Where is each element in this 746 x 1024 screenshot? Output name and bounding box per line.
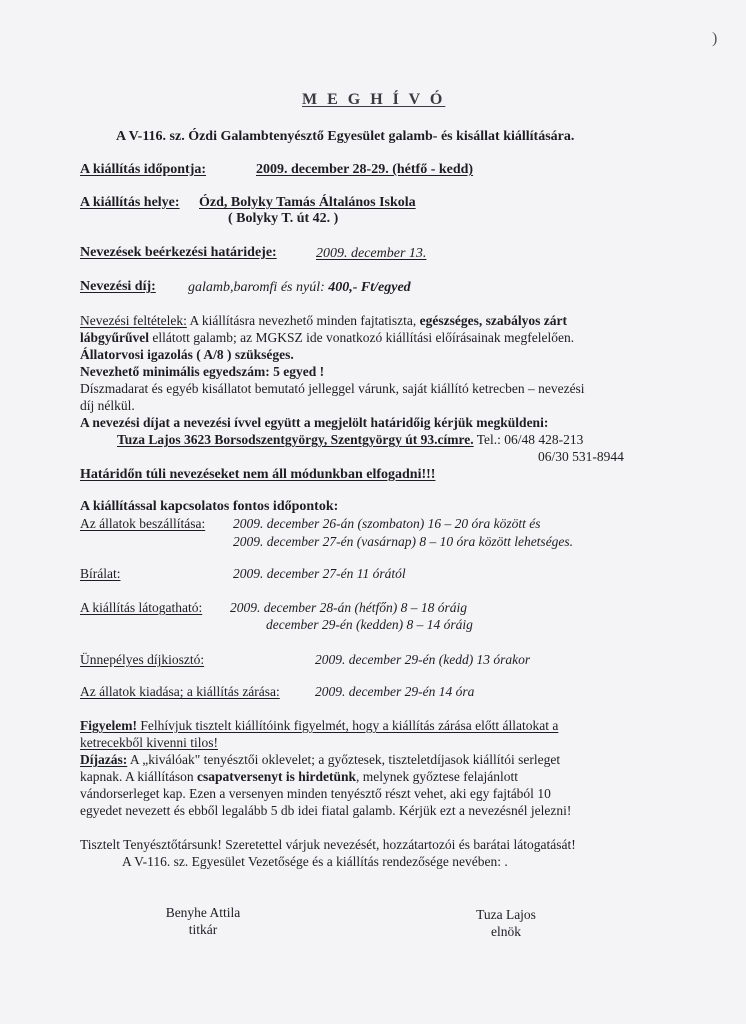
schedule-heading: A kiállítással kapcsolatos fontos időpontok: (80, 499, 339, 514)
conditions-label: Nevezési feltételek: (80, 313, 187, 328)
mailing-address: Tuza Lajos 3623 Borsodszentgyörgy, Szentgyörgy út 93.címre. (117, 432, 474, 447)
page-title: M E G H Í V Ó (302, 91, 446, 108)
conditions-line-1: Nevezési feltételek: A kiállításra nevezhető minden fajtatiszta, egészséges, szabályos zárt (80, 313, 567, 328)
closing-line-2: A V-116. sz. Egyesület Vezetősége és a kiállítás rendezősége nevében: . (122, 854, 508, 869)
fee-line (188, 281, 411, 295)
judging-time: 2009. december 27-én 11 órától (233, 566, 406, 581)
awards-line-1: Díjazás: A „kiválóak" tenyésztői oklevelet; a győztesek, tiszteletdíjasok kiállítói serleget (80, 752, 561, 767)
closing-time: 2009. december 29-én 14 óra (315, 684, 475, 699)
place-label: A kiállítás helye: (80, 195, 180, 210)
fee-label: Nevezési díj: (80, 279, 156, 294)
vet-certificate: Állatorvosi igazolás ( A/8 ) szükséges. (80, 347, 294, 362)
conditions-line-5: Díszmadarat és egyéb kisállatot bemutató jelleggel várunk, saját kiállító ketrecben – nevezési (80, 381, 585, 396)
visit-time-1: 2009. december 28-án (hétfőn) 8 – 18 óráig (230, 600, 467, 615)
fee-instruction: A nevezési díjat a nevezési ívvel együtt a megjelölt határidőig kérjük megküldeni: (80, 415, 549, 430)
subtitle: A V-116. sz. Ózdi Galambtenyésztő Egyesület galamb- és kisállat kiállítására. (116, 129, 575, 144)
place-value: Ózd, Bolyky Tamás Általános Iskola (199, 195, 416, 210)
date-label: A kiállítás időpontja: (80, 162, 207, 177)
signature-secretary-name: Benyhe Attila (165, 905, 241, 920)
fee-text: galamb,baromfi és nyúl: (188, 280, 329, 295)
late-entry-warning: Határidőn túli nevezéseket nem áll módunkban elfogadni!!! (80, 467, 436, 482)
signature-president-name: Tuza Lajos (476, 907, 536, 922)
mailing-address-line (117, 433, 583, 447)
awards-line-4: egyedet nevezett és ebből legalább 5 db idei fiatal galamb. Kérjük ezt a nevezésnél jelezni! (80, 803, 572, 818)
signature-president-role: elnök (491, 924, 521, 939)
attention-label: Figyelem! (80, 718, 137, 733)
signature-secretary-role: titkár (188, 922, 218, 937)
delivery-time-1: 2009. december 26-án (szombaton) 16 – 20 óra között és (233, 516, 541, 531)
closing-line-1: Tisztelt Tenyésztőtársunk! Szeretettel várjuk nevezését, hozzátartozói és barátai látogatását! (80, 837, 576, 852)
visit-label: A kiállítás látogatható: (80, 600, 203, 615)
awards-line-2: kapnak. A kiállításon csapatversenyt is hirdetünk, melynek győztese felajánlott (80, 769, 518, 784)
closing-label: Az állatok kiadása; a kiállítás zárása: (80, 684, 280, 699)
delivery-time-2: 2009. december 27-én (vasárnap) 8 – 10 óra között lehetséges. (233, 534, 574, 549)
minimum-entries: Nevezhető minimális egyedszám: 5 egyed ! (80, 364, 325, 379)
award-ceremony-label: Ünnepélyes díjkiosztó: (80, 652, 205, 667)
phone-1: Tel.: 06/48 428-213 (473, 432, 584, 447)
judging-label: Bírálat: (80, 566, 121, 581)
date-value: 2009. december 28-29. (hétfő - kedd) (256, 162, 474, 177)
phone-2: 06/30 531-8944 (538, 449, 624, 464)
delivery-label: Az állatok beszállítása: (80, 516, 206, 531)
fee-amount: 400,- Ft/egyed (328, 280, 411, 295)
award-ceremony-time: 2009. december 29-én (kedd) 13 órakor (315, 652, 531, 667)
awards-label: Díjazás: (80, 752, 128, 767)
awards-line-3: vándorserleget kap. Ezen a versenyen minden tenyésztő részt vehet, aki egy fajtából 10 (80, 786, 551, 801)
place-address: ( Bolyky T. út 42. ) (228, 211, 339, 226)
attention-line-2: ketrecekből kivenni tilos! (80, 735, 218, 750)
attention-line-1: Figyelem! Felhívjuk tisztelt kiállítóink figyelmét, hogy a kiállítás zárása előtt állatokat a (80, 718, 559, 733)
visit-time-2: december 29-én (kedden) 8 – 14 óráig (266, 617, 473, 632)
conditions-line-6: díj nélkül. (80, 398, 135, 413)
conditions-line-2: lábgyűrűvel ellátott galamb; az MGKSZ ide vonatkozó kiállítási előírásainak megfelelően. (80, 330, 575, 345)
deadline-value: 2009. december 13. (316, 246, 427, 261)
corner-mark: ) (712, 30, 718, 47)
deadline-label: Nevezések beérkezési határideje: (80, 245, 277, 260)
